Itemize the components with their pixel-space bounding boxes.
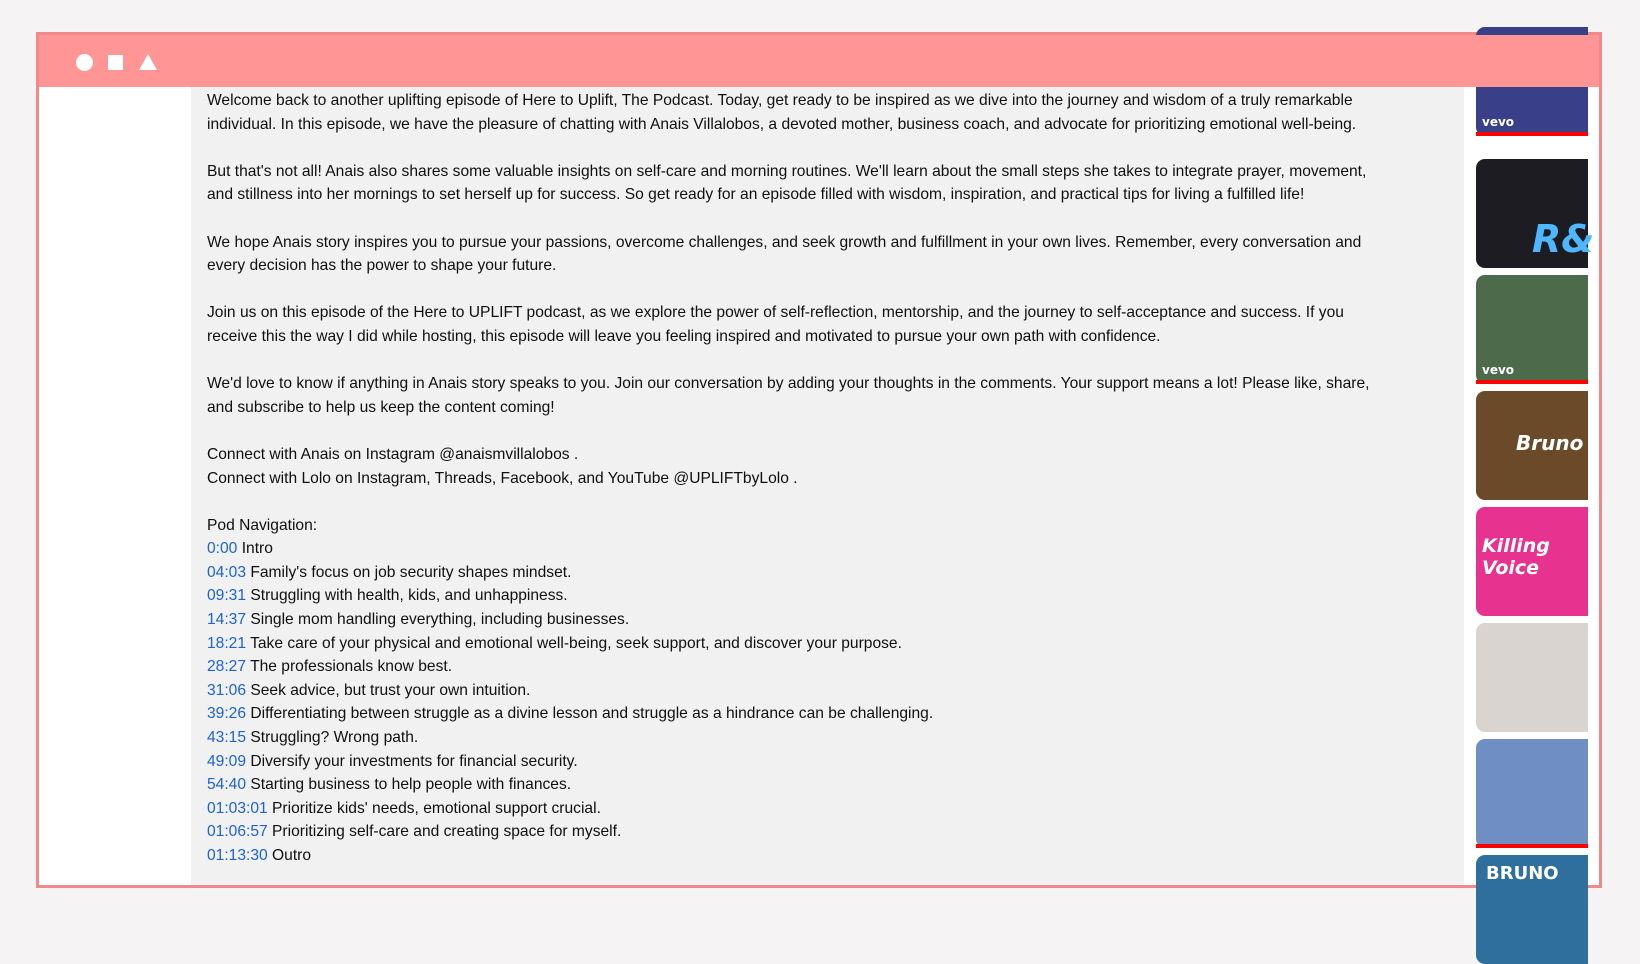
chapter-item	[207, 608, 1446, 632]
description-line: Join us on this episode of the Here to UPLIFT podcast, as we explore the power of self-reflection, mentorship, and the journey to self-acceptance and success. If you	[207, 304, 1344, 322]
chapter-timestamp-link[interactable]: 01:06:57	[207, 823, 268, 841]
chapter-item	[207, 655, 1446, 679]
chapter-title: Outro	[267, 847, 312, 864]
video-thumbnail[interactable]	[1476, 855, 1588, 964]
chapter-title: Struggling? Wrong path.	[246, 729, 419, 747]
chapter-title: Family's focus on job security shapes mindset.	[246, 563, 572, 581]
description-line: We'd love to know if anything in Anais story speaks to you. Join our conversation by adding your thoughts in the comments. Your support means a lot! Please like, share,	[207, 375, 1370, 393]
watch-progress-bar	[1476, 380, 1588, 384]
chapter-timestamp-link[interactable]: 0:00	[207, 540, 238, 558]
video-thumbnail[interactable]	[1476, 623, 1588, 732]
description-line: We hope Anais story inspires you to pursue your passions, overcome challenges, and seek growth and fulfillment in your own lives. Remember, every conversation and	[207, 233, 1362, 251]
video-thumbnail[interactable]	[1476, 275, 1588, 384]
related-videos-sidebar	[1464, 87, 1599, 885]
triangle-icon[interactable]	[139, 54, 157, 70]
watch-progress-bar	[1476, 132, 1588, 136]
chapter-item	[207, 537, 1446, 561]
circle-icon[interactable]	[76, 54, 93, 71]
thumbnail-label: Bruno	[1516, 431, 1584, 455]
description-line: receive this the way I did while hosting, this episode will leave you feeling inspired and motivated to pursue your own path with confidence.	[207, 327, 1161, 345]
description-line: Connect with Lolo on Instagram, Threads, Facebook, and YouTube @UPLIFTbyLolo .	[207, 469, 798, 487]
chapter-list	[207, 537, 1446, 867]
thumbnail-label: Killing Voice	[1482, 535, 1550, 579]
chapter-timestamp-link[interactable]: 43:15	[207, 729, 247, 747]
chapter-title: The professionals know best.	[246, 658, 453, 676]
video-thumbnail[interactable]	[1476, 739, 1588, 848]
browser-window	[36, 32, 1602, 888]
chapter-title: Take care of your physical and emotional well-being, seek support, and discover your purpose.	[246, 634, 902, 652]
chapter-title: Prioritize kids' needs, emotional support crucial.	[267, 799, 601, 817]
description-line: Welcome back to another uplifting episode of Here to Uplift, The Podcast. Today, get ready to be inspired as we dive into the journey and wisdom of a truly remarkable	[207, 92, 1353, 109]
video-description	[191, 87, 1464, 885]
pod-navigation-heading: Pod Navigation:	[207, 516, 318, 534]
chapter-timestamp-link[interactable]: 01:03:01	[207, 799, 268, 817]
chapter-item	[207, 773, 1446, 797]
thumbnail-label: vevo	[1482, 363, 1515, 377]
chapter-title: Intro	[237, 540, 273, 558]
description-line: individual. In this episode, we have the pleasure of chatting with Anais Villalobos, a devoted mother, business coach, and advocate for prioritizing emotional well-being.	[207, 115, 1357, 133]
chapter-item	[207, 561, 1446, 585]
square-icon[interactable]	[108, 55, 123, 70]
chapter-timestamp-link[interactable]: 49:09	[207, 752, 247, 770]
chapter-title: Differentiating between struggle as a divine lesson and struggle as a hindrance can be challenging.	[246, 705, 934, 723]
thumbnail-label: R&	[1532, 217, 1595, 261]
thumbnail-label: BRUNO	[1486, 863, 1559, 884]
description-line: and subscribe to help us keep the content coming!	[207, 398, 555, 416]
description-paragraph	[207, 372, 1446, 419]
chapter-timestamp-link[interactable]: 09:31	[207, 587, 247, 605]
chapter-timestamp-link[interactable]: 04:03	[207, 563, 247, 581]
description-paragraph	[207, 231, 1446, 278]
chapter-item	[207, 726, 1446, 750]
chapter-item	[207, 632, 1446, 656]
chapter-timestamp-link[interactable]: 39:26	[207, 705, 247, 723]
chapter-timestamp-link[interactable]: 54:40	[207, 776, 247, 794]
chapter-title: Single mom handling everything, including businesses.	[246, 611, 630, 629]
chapter-item	[207, 797, 1446, 821]
thumbnail-label: vevo	[1482, 115, 1515, 129]
video-thumbnail[interactable]	[1476, 159, 1595, 268]
description-paragraph	[207, 443, 1446, 490]
chapter-item	[207, 844, 1446, 868]
description-paragraph	[207, 160, 1446, 207]
chapter-item	[207, 702, 1446, 726]
left-gutter	[39, 87, 191, 885]
chapter-timestamp-link[interactable]: 28:27	[207, 658, 247, 676]
chapter-item	[207, 750, 1446, 774]
watch-progress-bar	[1476, 844, 1588, 848]
chapter-title: Struggling with health, kids, and unhappiness.	[246, 587, 568, 605]
chapter-timestamp-link[interactable]: 01:13:30	[207, 847, 268, 864]
description-line: But that's not all! Anais also shares some valuable insights on self-care and morning routines. We'll learn about the small steps she takes to integrate prayer, movement,	[207, 162, 1367, 180]
chapter-timestamp-link[interactable]: 18:21	[207, 634, 247, 652]
chapter-title: Seek advice, but trust your own intuition.	[246, 681, 531, 699]
chapter-item	[207, 820, 1446, 844]
chapter-title: Starting business to help people with finances.	[246, 776, 572, 794]
video-thumbnail[interactable]	[1476, 391, 1588, 500]
description-line: every decision has the power to shape your future.	[207, 257, 557, 275]
description-line: and stillness into her mornings to set herself up for success. So get ready for an episode filled with wisdom, inspiration, and practical tips for living a fulfilled life!	[207, 186, 1305, 204]
window-titlebar	[39, 35, 1599, 87]
chapter-title: Prioritizing self-care and creating space for myself.	[267, 823, 622, 841]
chapter-timestamp-link[interactable]: 31:06	[207, 681, 247, 699]
video-thumbnail[interactable]	[1476, 507, 1588, 616]
description-paragraph	[207, 89, 1446, 136]
chapter-item	[207, 679, 1446, 703]
description-paragraph	[207, 301, 1446, 348]
description-line: Connect with Anais on Instagram @anaismvillalobos .	[207, 445, 579, 463]
chapter-title: Diversify your investments for financial security.	[246, 752, 578, 770]
chapter-item	[207, 584, 1446, 608]
chapter-timestamp-link[interactable]: 14:37	[207, 611, 247, 629]
